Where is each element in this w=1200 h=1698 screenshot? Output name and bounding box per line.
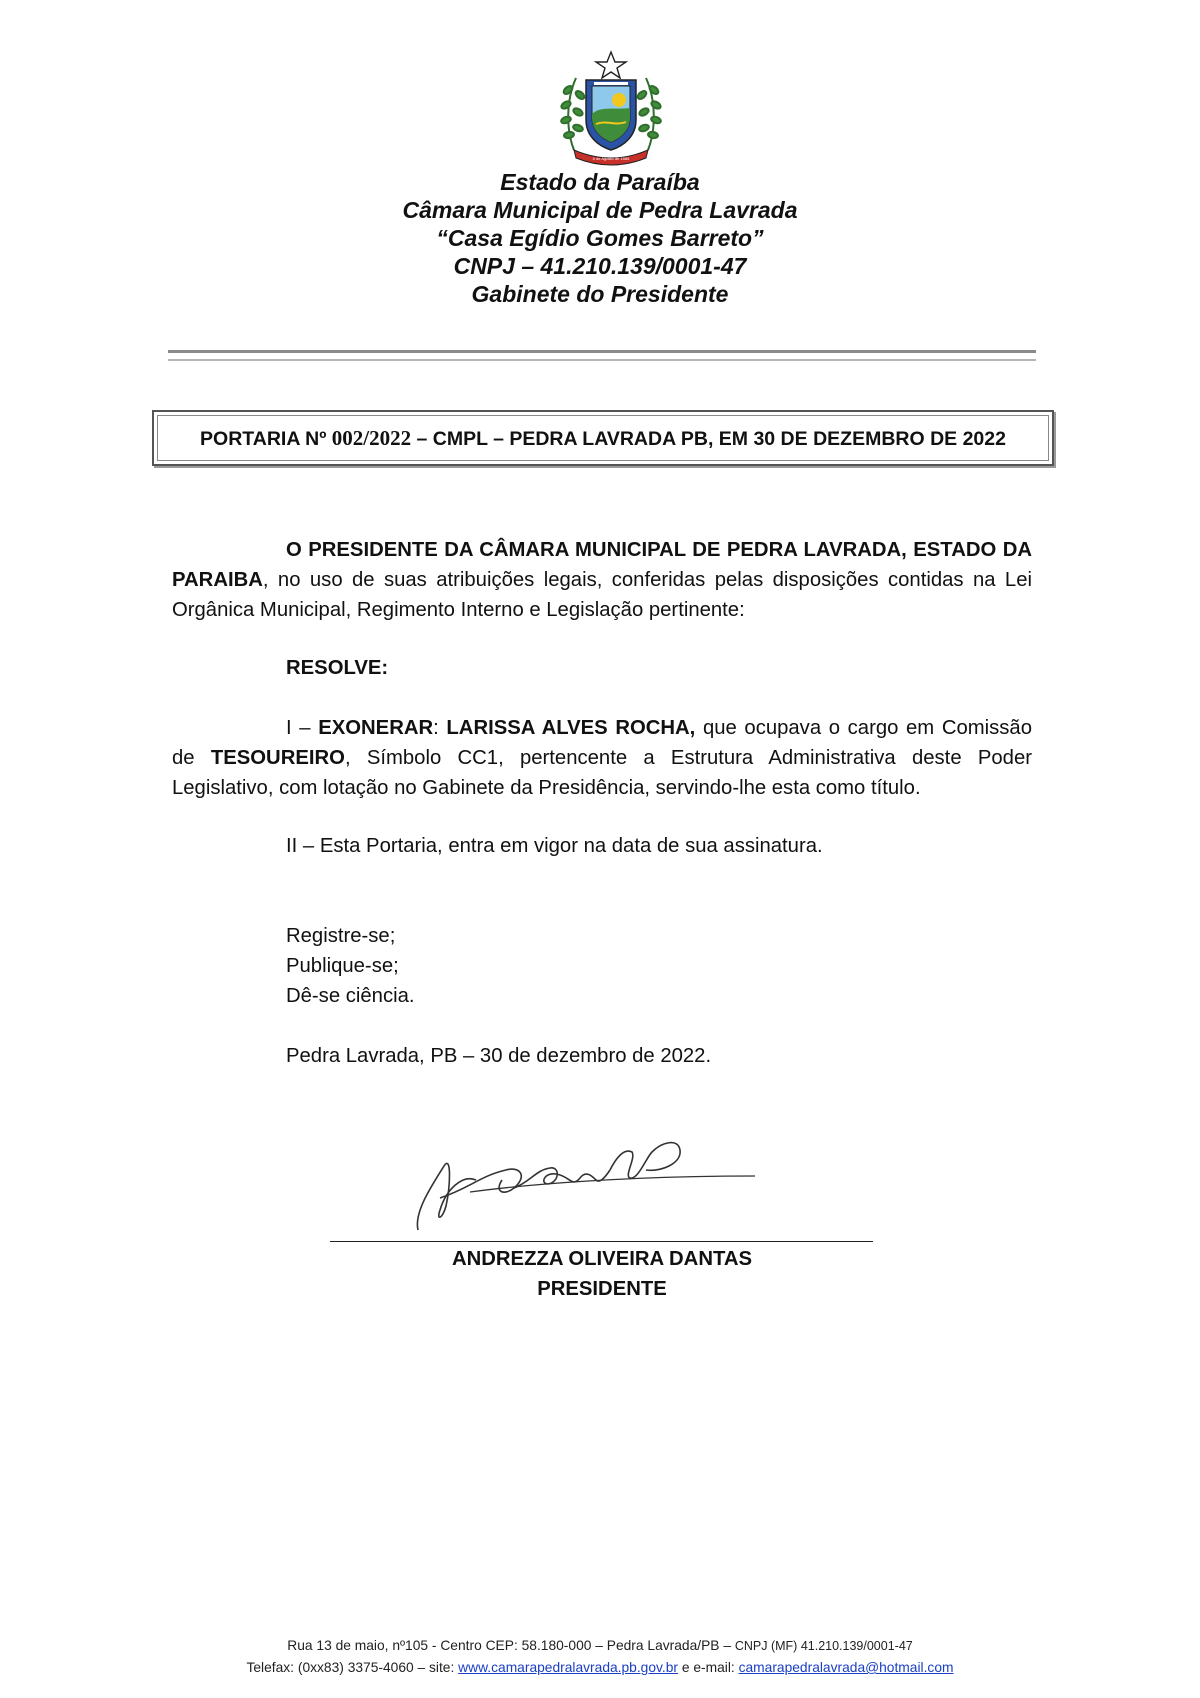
place-and-date: Pedra Lavrada, PB – 30 de dezembro de 2022. <box>286 1045 712 1067</box>
article-1-action: EXONERAR <box>318 717 434 739</box>
header-chamber: Câmara Municipal de Pedra Lavrada <box>402 197 798 223</box>
closing-publish: Publique-se; <box>286 955 399 977</box>
article-1 <box>172 713 1032 803</box>
header-divider-secondary <box>168 359 1036 361</box>
footer-site-link[interactable]: www.camarapedralavrada.pb.gov.br <box>458 1660 678 1675</box>
article-1-person: LARISSA ALVES ROCHA, <box>446 717 696 739</box>
footer-contact-line <box>150 1657 1050 1678</box>
header-state: Estado da Paraíba <box>500 169 700 195</box>
handwritten-signature <box>410 1118 790 1238</box>
footer <box>150 1635 1050 1678</box>
resolve-heading: RESOLVE: <box>286 657 389 679</box>
article-2: II – Esta Portaria, entra em vigor na data de sua assinatura. <box>286 835 823 857</box>
article-1-text: que ocupava o cargo em Comissão de <box>172 717 1032 769</box>
intro-text: , no uso de suas atribuições legais, conferidas pelas disposições contidas na Lei Orgânica Municipal, Regimento Interno e Legislação pertinente: <box>172 569 1032 621</box>
ordinance-title <box>200 426 1006 451</box>
letterhead <box>300 168 900 308</box>
footer-address: Rua 13 de maio, nº105 - Centro CEP: 58.180-000 – Pedra Lavrada/PB – <box>287 1638 735 1653</box>
ordinance-title-box <box>152 410 1054 466</box>
crest-ribbon-text: 5 de Agosto de 1585 <box>592 156 630 161</box>
intro-authority: O PRESIDENTE DA CÂMARA MUNICIPAL DE PEDRA LAVRADA, ESTADO DA PARAIBA <box>172 539 1032 591</box>
ordinance-number: 002/2022 <box>331 425 412 450</box>
footer-address-line <box>150 1635 1050 1657</box>
closing-formula <box>172 921 415 1011</box>
closing-notice: Dê-se ciência. <box>286 985 415 1007</box>
title-suffix: – CMPL – PEDRA LAVRADA PB, EM 30 DE DEZEMBRO DE 2022 <box>411 427 1006 450</box>
coat-of-arms-logo <box>556 50 666 168</box>
article-1-role: TESOUREIRO <box>210 747 345 769</box>
closing-register: Registre-se; <box>286 925 396 947</box>
article-1-colon: : <box>433 717 447 739</box>
signature-line <box>330 1241 873 1242</box>
footer-email-label: e e-mail: <box>678 1660 739 1675</box>
header-cnpj: CNPJ – 41.210.139/0001-47 <box>453 253 747 279</box>
title-prefix: PORTARIA Nº <box>200 427 332 450</box>
footer-email-link[interactable]: camarapedralavrada@hotmail.com <box>738 1660 954 1675</box>
article-1-number: I – <box>286 717 319 739</box>
signatory-name: ANDREZZA OLIVEIRA DANTAS <box>451 1248 753 1270</box>
footer-cnpj: CNPJ (MF) 41.210.139/0001-47 <box>734 1639 913 1653</box>
signatory-role: PRESIDENTE <box>537 1278 667 1300</box>
intro-paragraph <box>172 535 1032 625</box>
article-1-rest: , Símbolo CC1, pertencente a Estrutura Administrativa deste Poder Legislativo, com lotação no Gabinete da Presidência, servindo-lhe esta como título. <box>172 747 1032 799</box>
header-office: Gabinete do Presidente <box>471 281 729 307</box>
footer-phone: Telefax: (0xx83) 3375-4060 – site: <box>246 1660 459 1675</box>
header-divider <box>168 350 1036 353</box>
header-house-name: “Casa Egídio Gomes Barreto” <box>436 225 764 251</box>
